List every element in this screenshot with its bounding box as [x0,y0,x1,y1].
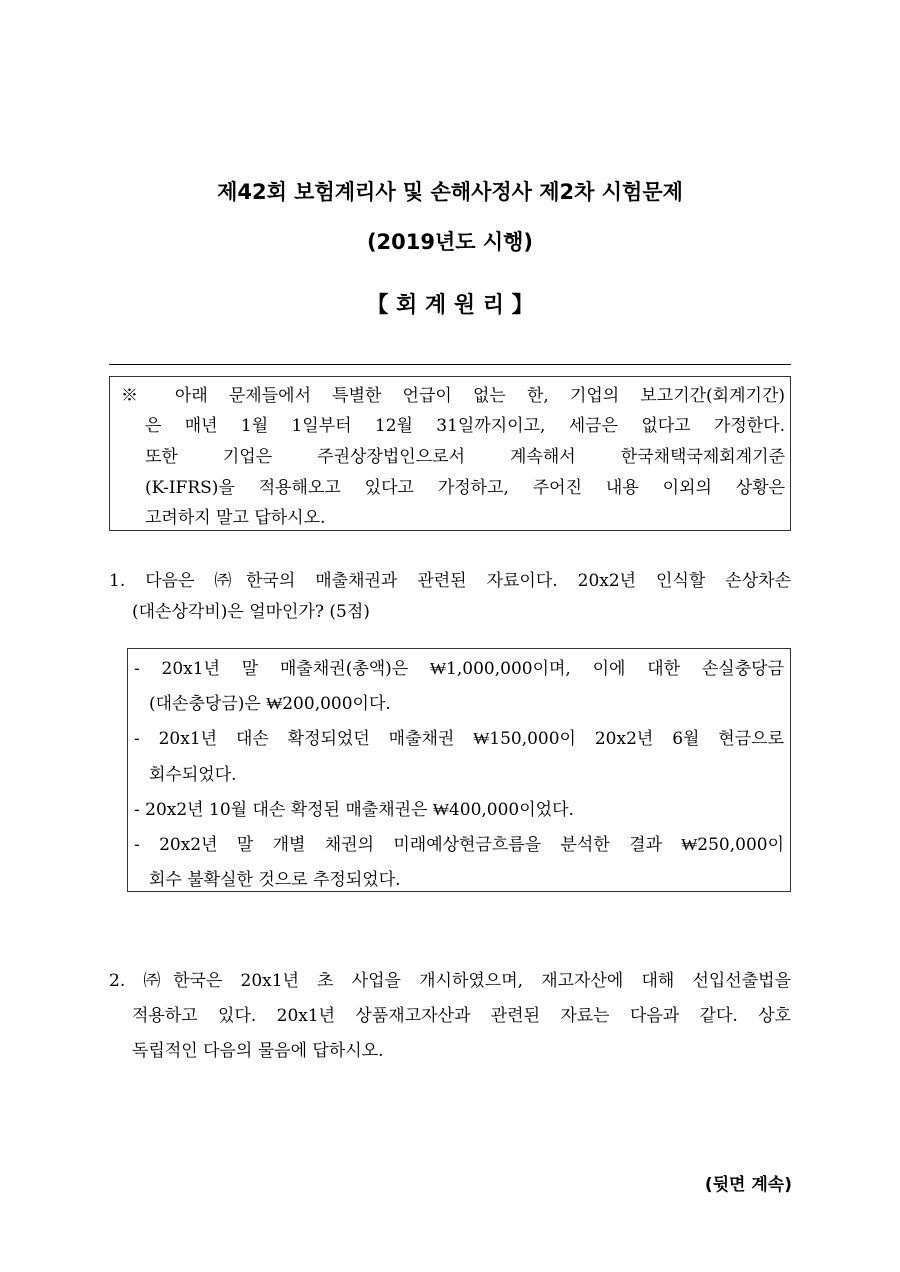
q1-box-line-3: - 20x1년 대손 확정되었던 매출채권 ₩150,000이 20x2년 6월 현금으로 [134,729,784,749]
notice-line-1: ※ 아래 문제들에서 특별한 언급이 없는 한, 기업의 보고기간(회계기간) [121,386,785,406]
q1-box-line-6: - 20x2년 말 개별 채권의 미래예상현금흐름을 분석한 결과 ₩250,000이 [134,835,784,855]
question-2-line-1: 2. ㈜한국은 20x1년 초 사업을 개시하였으며, 재고자산에 대해 선입선출법을 [109,971,791,991]
notice-line-3: 또한 기업은 주권상장법인으로서 계속해서 한국채택국제회계기준 [145,447,785,467]
q1-box-line-1: - 20x1년 말 매출채권(총액)은 ₩1,000,000이며, 이에 대한 손실충당금 [134,659,784,679]
notice-line-2: 은 매년 1월 1일부터 12월 31일까지이고, 세금은 없다고 가정한다. [145,416,785,436]
q1-box-line-2: (대손충당금)은 ₩200,000이다. [149,694,391,714]
q1-box-line-5: - 20x2년 10월 대손 확정된 매출채권은 ₩400,000이었다. [134,800,574,820]
question-1-line-1: 1. 다음은 ㈜한국의 매출채권과 관련된 자료이다. 20x2년 인식할 손상차손 [109,571,791,591]
notice-line-4: (K-IFRS)을 적용해오고 있다고 가정하고, 주어진 내용 이외의 상황은 [145,478,785,498]
notice-line-5: 고려하지 말고 답하시오. [145,508,326,528]
subject-title: 【 회 계 원 리 】 [366,293,534,318]
exam-year: (2019년도 시행) [366,230,534,254]
question-2-line-3: 독립적인 다음의 물음에 답하시오. [132,1041,384,1061]
q1-box-line-4: 회수되었다. [149,765,237,785]
question-1-line-2: (대손상각비)은 얼마인가? (5점) [132,602,370,622]
header-rule [109,364,791,365]
q1-box-line-7: 회수 불확실한 것으로 추정되었다. [149,870,401,890]
continued-note: (뒷면 계속) [704,1175,792,1195]
exam-title: 제42회 보험계리사 및 손해사정사 제2차 시험문제 [217,180,683,204]
question-2-line-2: 적용하고 있다. 20x1년 상품재고자산과 관련된 자료는 다음과 같다. 상호 [132,1006,791,1026]
